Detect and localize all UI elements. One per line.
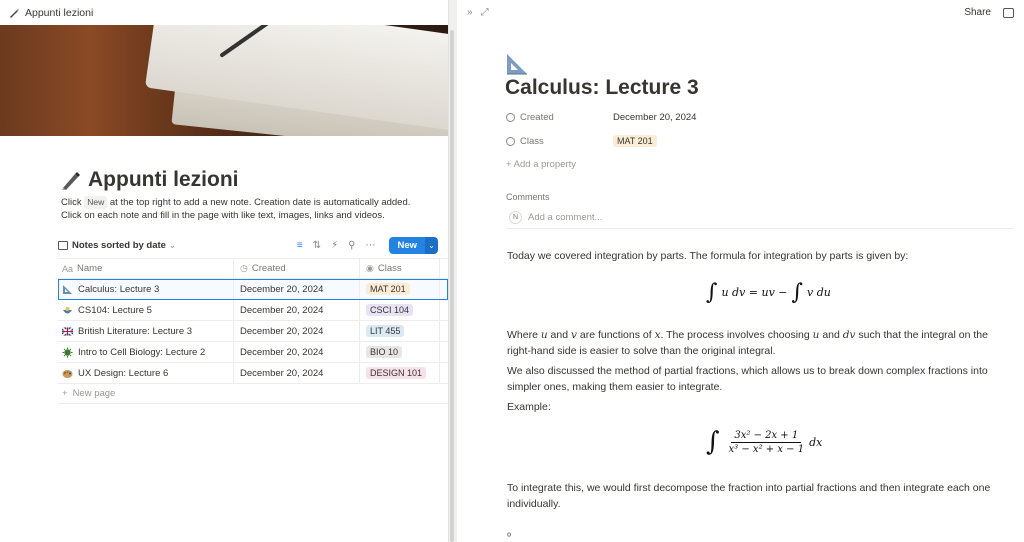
table-row[interactable] (58, 279, 448, 300)
palette-icon (62, 368, 73, 379)
property-label-text: Class (520, 135, 544, 147)
class-tag: LIT 455 (366, 325, 404, 337)
add-property-button[interactable] (506, 159, 576, 170)
text: Where (507, 329, 538, 341)
database-pane (0, 0, 448, 542)
property-label (506, 112, 613, 123)
chevron-down-icon[interactable]: ⌄ (425, 237, 438, 254)
math-v: v (571, 329, 577, 341)
row-created: December 20, 2024 (234, 363, 360, 383)
row-name-cell[interactable] (58, 363, 234, 383)
comment-placeholder: Add a comment... (528, 212, 603, 223)
property-created (506, 109, 696, 125)
math-u: u (540, 329, 548, 341)
view-toolbar (58, 236, 438, 254)
table-row[interactable] (58, 342, 448, 363)
row-name: Calculus: Lecture 3 (78, 283, 160, 295)
text: right-hand side is easier to solve than the original integral. (507, 345, 776, 357)
table-icon (58, 241, 68, 250)
cover-image (0, 25, 448, 136)
pen-icon (60, 169, 82, 191)
search-icon[interactable]: ⚲ (348, 239, 356, 251)
row-name: CS104: Lecture 5 (78, 304, 152, 316)
class-tag: CSCI 104 (366, 304, 413, 316)
plus-icon: + (62, 388, 68, 399)
desc-text: Click on each note and fill in the page with like text, images, links and videos. (61, 210, 385, 221)
property-label (506, 136, 613, 147)
row-class-cell[interactable] (360, 300, 440, 320)
fraction: $\frac{\text{3x² − 2x + 1}}{\text{x³ − x² + x − 1}}$ (728, 429, 805, 455)
row-name: British Literature: Lecture 3 (78, 325, 193, 337)
new-keyword: New (84, 196, 107, 209)
table-row[interactable] (58, 300, 448, 321)
page-description (61, 196, 441, 222)
row-created: December 20, 2024 (234, 279, 360, 299)
expand-icon[interactable]: ⤢ (480, 7, 489, 18)
desc-text: at the top right to add a new note. Creation date is automatically added. (109, 197, 411, 208)
row-name: UX Design: Lecture 6 (78, 367, 169, 379)
breadcrumb[interactable] (0, 0, 448, 25)
paragraph: Today we covered integration by parts. The formula for integration by parts is given by: (507, 250, 909, 262)
col-class[interactable] (360, 259, 440, 278)
row-name-cell[interactable] (58, 279, 234, 299)
uk-flag-icon (62, 326, 73, 337)
table-header (58, 258, 448, 279)
property-class (506, 133, 657, 149)
new-button-group (389, 237, 438, 254)
page-title: Calculus: Lecture 3 (505, 76, 699, 99)
microbe-icon (62, 347, 73, 358)
row-name-cell[interactable] (58, 321, 234, 341)
table-row[interactable] (58, 321, 448, 342)
scrollbar[interactable] (450, 30, 454, 542)
text-icon: Aa (62, 263, 74, 274)
row-class-cell[interactable] (360, 279, 440, 299)
clock-icon: ◷ (240, 263, 248, 273)
paragraph: We also discussed the method of partial fractions, which allows us to break down complex fractions into simpler ones, making them easier to integrate. (507, 365, 988, 393)
row-class-cell[interactable] (360, 321, 440, 341)
col-name-label: Name (77, 263, 103, 274)
text: such that the integral on the (858, 329, 988, 341)
new-page-row[interactable] (58, 384, 448, 404)
desc-text: Click (61, 197, 82, 208)
more-icon[interactable]: ⋯ (365, 239, 376, 251)
comments-heading: Comments (506, 192, 550, 202)
share-button[interactable]: Share (964, 7, 991, 18)
class-tag: MAT 201 (366, 283, 410, 295)
new-page-label: New page (72, 388, 116, 399)
add-property-label: Add a property (513, 159, 576, 170)
class-tag[interactable]: MAT 201 (613, 135, 657, 147)
view-tools (297, 237, 438, 254)
math-u: u (812, 329, 820, 341)
math-dv: dv (842, 329, 856, 341)
comment-icon[interactable] (1003, 8, 1014, 18)
row-name: Intro to Cell Biology: Lecture 2 (78, 346, 206, 358)
paragraph: To integrate this, we would first decompose the fraction into partial fractions and then integrate each one individually. (507, 482, 991, 510)
equation-integration-by-parts: ∫ u dv = uv − ∫ v du (706, 280, 831, 305)
breadcrumb-title: Appunti lezioni (25, 6, 94, 19)
col-name[interactable] (58, 259, 234, 278)
new-button[interactable]: New (389, 237, 425, 254)
paragraph: Example: (507, 401, 551, 413)
row-created: December 20, 2024 (234, 300, 360, 320)
collapse-icon[interactable]: » (467, 7, 473, 18)
row-class-cell[interactable] (360, 342, 440, 362)
page-title-text: Appunti lezioni (88, 168, 239, 191)
math-x: x (654, 329, 661, 341)
view-name: Notes sorted by date (72, 239, 166, 251)
class-tag: DESIGN 101 (366, 367, 426, 379)
filter-icon[interactable]: ≡ (296, 239, 303, 251)
col-created[interactable] (234, 259, 360, 278)
triangle-ruler-icon (62, 284, 73, 295)
select-icon (506, 137, 515, 146)
paragraph (507, 327, 1007, 359)
notes-table (58, 258, 448, 404)
clock-icon (506, 113, 515, 122)
avatar: N (509, 211, 522, 224)
row-created: December 20, 2024 (234, 321, 360, 341)
pen-icon (8, 7, 20, 19)
view-selector[interactable] (58, 240, 176, 251)
triangle-ruler-icon (505, 52, 529, 76)
equation-partial-fraction-example: ∫ $\frac{\text{3x² − 2x + 1}}{\text{x³ − x² + x − 1}}$ dx (706, 427, 823, 457)
row-class-cell[interactable] (360, 363, 440, 383)
cut-off-text: ⁰ (507, 532, 512, 542)
chevron-down-icon: ⌄ (168, 240, 176, 250)
text: . The process involves choosing (660, 329, 810, 341)
property-value: December 20, 2024 (613, 111, 697, 123)
property-label-text: Created (520, 111, 554, 123)
col-created-label: Created (251, 263, 286, 274)
class-tag: BIO 10 (366, 346, 402, 358)
row-name-cell[interactable] (58, 342, 234, 362)
text: and (550, 329, 569, 341)
automation-icon[interactable]: ⚡︎ (331, 239, 339, 251)
select-icon: ◉ (366, 263, 374, 273)
row-created: December 20, 2024 (234, 342, 360, 362)
plus-icon: + (506, 159, 514, 170)
bowl-icon (62, 305, 73, 316)
comment-input[interactable] (506, 207, 1014, 229)
text: are functions of (579, 329, 652, 341)
table-row[interactable] (58, 363, 448, 384)
col-class-label: Class (377, 263, 402, 274)
row-name-cell[interactable] (58, 300, 234, 320)
page-peek-pane (457, 0, 1024, 542)
peek-toolbar (457, 0, 1024, 25)
text: and (822, 329, 840, 341)
page-title (60, 168, 238, 192)
sort-icon[interactable]: ⇅ (312, 239, 322, 251)
